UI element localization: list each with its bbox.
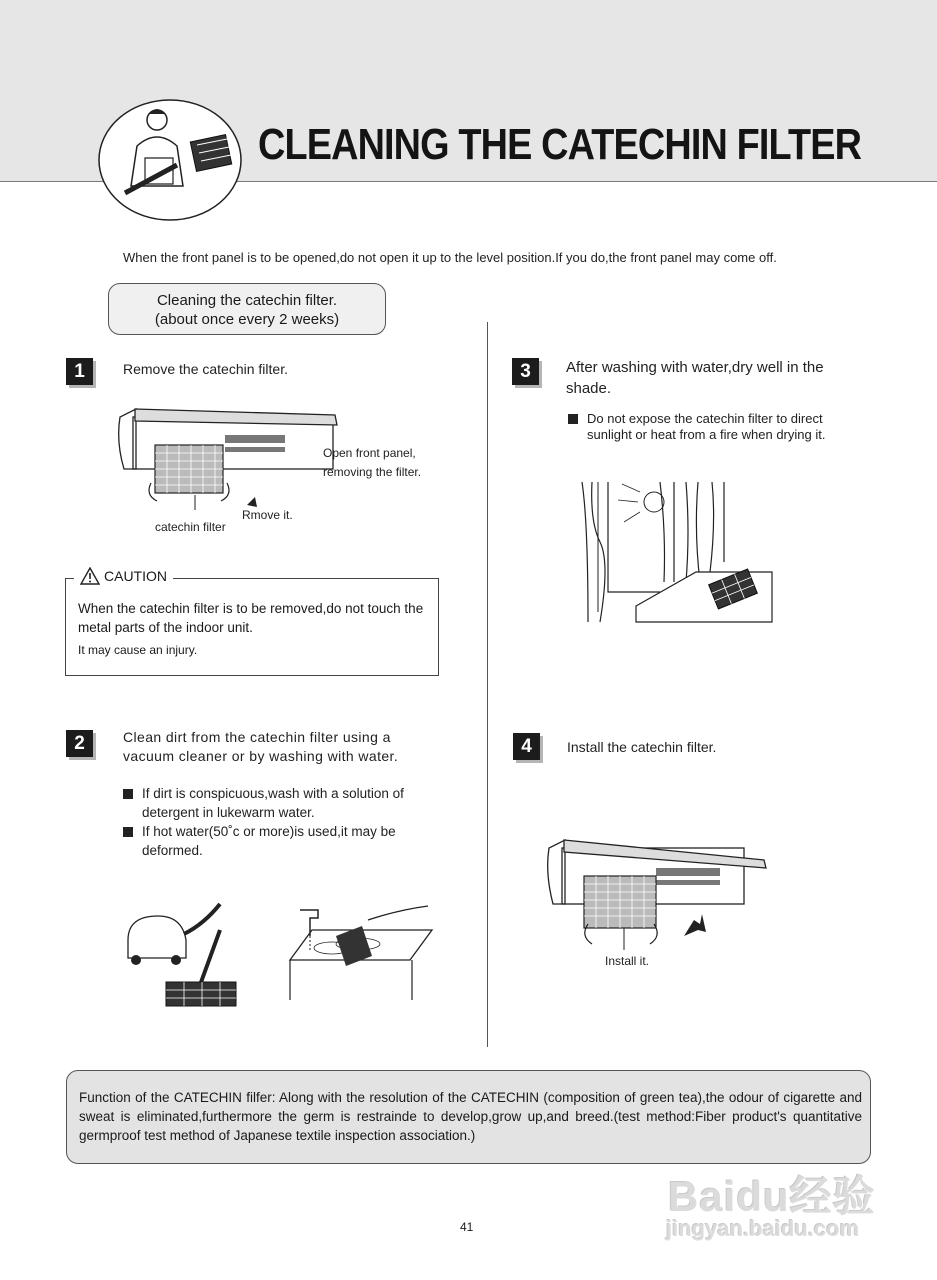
- step-1-label-remove: Rmove it.: [242, 508, 293, 522]
- caution-body-line-2: metal parts of the indoor unit.: [78, 620, 253, 635]
- step-3-text-line-1: After washing with water,dry well in the: [566, 359, 824, 376]
- step-1-label-open-2: removing the filter.: [323, 465, 422, 479]
- step-2-bullet-2-line-2: deformed.: [142, 843, 203, 858]
- warning-icon: [80, 567, 100, 585]
- step-2-text-line-1: Clean dirt from the catechin filter using a: [123, 729, 391, 745]
- frequency-box: [108, 283, 386, 335]
- step-2-text: [123, 728, 423, 766]
- step-2-bullet-1-line-1: If dirt is conspicuous,wash with a solution of: [142, 786, 404, 801]
- step-3-bullet: [568, 411, 858, 443]
- top-note: When the front panel is to be opened,do not open it up to the level position.If you do,the front panel may come off.: [123, 250, 777, 265]
- step-2-bullet-2: [123, 822, 423, 860]
- bullet-square-icon: [568, 414, 578, 424]
- bullet-square-icon: [123, 827, 133, 837]
- remove-filter-illustration: [115, 405, 340, 510]
- washing-illustration: [288, 900, 436, 1010]
- install-filter-illustration: [544, 836, 770, 952]
- page-number: 41: [460, 1220, 474, 1234]
- caution-body-line-1: When the catechin filter is to be removed,do not touch the: [78, 601, 424, 616]
- step-1-number: 1: [66, 358, 93, 385]
- step-4-text: Install the catechin filter.: [567, 739, 717, 755]
- step-3-bullet-line-2: sunlight or heat from a fire when drying it.: [587, 427, 826, 442]
- step-1-label-open-1: Open front panel,: [323, 446, 416, 460]
- step-3-bullet-line-1: Do not expose the catechin filter to direct: [587, 411, 823, 426]
- watermark-url: jingyan.baidu.com: [666, 1216, 860, 1241]
- step-2-bullet-2-line-1: If hot water(50˚c or more)is used,it may be: [142, 824, 396, 839]
- column-divider: [487, 322, 488, 1047]
- caution-body: [78, 599, 438, 637]
- step-2-number: 2: [66, 730, 93, 757]
- step-4-number: 4: [513, 733, 540, 760]
- caution-heading: [74, 567, 173, 585]
- vacuum-illustration: [124, 900, 246, 1010]
- caution-small: It may cause an injury.: [78, 643, 198, 657]
- step-3-number: 3: [512, 358, 539, 385]
- step-3-text-line-2: shade.: [566, 380, 612, 397]
- page-title: CLEANING THE CATECHIN FILTER: [258, 120, 862, 169]
- frequency-line-2: (about once every 2 weeks): [154, 311, 340, 328]
- step-4-label-install: Install it.: [605, 954, 650, 968]
- drying-in-shade-illustration: [578, 478, 776, 626]
- watermark: [662, 1140, 892, 1250]
- caution-box: [65, 568, 439, 676]
- step-2-bullet-1-line-2: detergent in lukewarm water.: [142, 805, 315, 820]
- step-2-text-line-2: vacuum cleaner or by washing with water.: [123, 748, 399, 764]
- step-2-bullet-1: [123, 784, 423, 822]
- function-note: Function of the CATECHIN filfer: Along with the resolution of the CATECHIN (composition of green tea),the odour of cigarette and sweat is eliminated,furthermore the germ is restrainde to develop,grow up,and breed.(test method:Fiber product's quantitative germproof test method of Japanese textile inspection association.): [79, 1090, 862, 1143]
- caution-label: CAUTION: [104, 568, 167, 584]
- mascot-illustration: [97, 98, 243, 222]
- frequency-line-1: Cleaning the catechin filter.: [156, 292, 338, 309]
- step-3-text: [566, 357, 866, 399]
- step-1-label-filter: catechin filter: [155, 520, 226, 534]
- step-1-text: Remove the catechin filter.: [123, 361, 288, 377]
- bullet-square-icon: [123, 789, 133, 799]
- watermark-logo: Baidu经验: [668, 1173, 876, 1220]
